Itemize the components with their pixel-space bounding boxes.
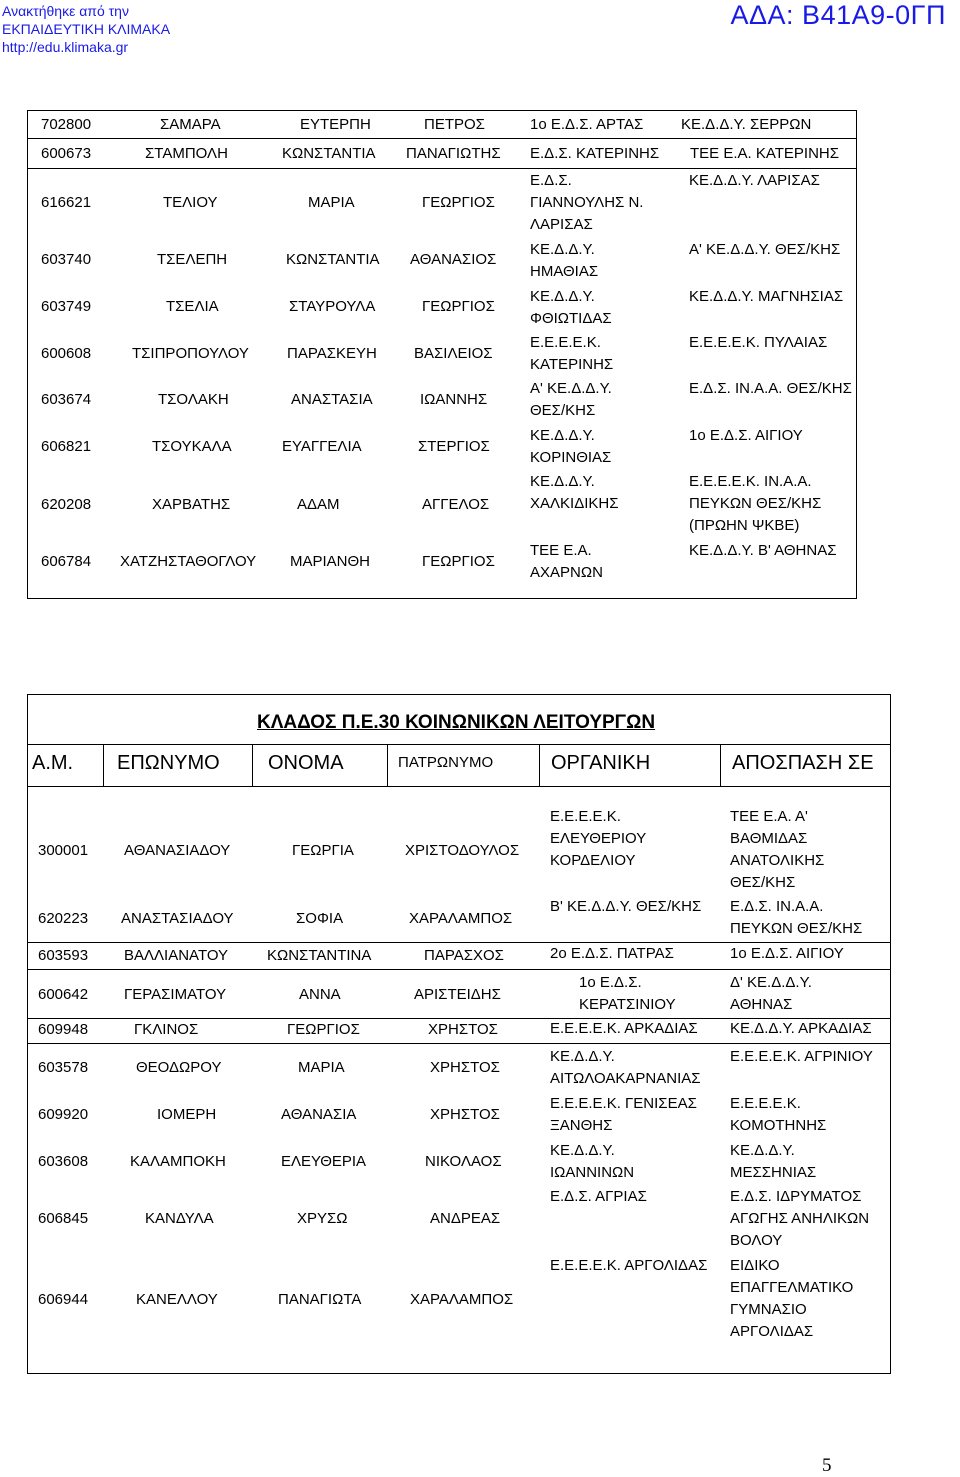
organic-cell xyxy=(550,1018,698,1040)
organic-line: Β' ΚΕ.Δ.Δ.Υ. ΘΕΣ/ΚΗΣ xyxy=(550,898,702,915)
am-cell: 606784 xyxy=(41,553,92,570)
surname-cell: ΒΑΛΛΙΑΝΑΤΟΥ xyxy=(124,947,229,964)
name-cell: ΑΘΑΝΑΣΙΑ xyxy=(281,1106,357,1123)
organic-line: Α' ΚΕ.Δ.Δ.Υ. xyxy=(530,380,612,397)
header-divider xyxy=(387,744,388,786)
name-cell: ΣΤΑΥΡΟΥΛΑ xyxy=(289,298,376,315)
name-cell: ΠΑΝΑΓΙΩΤΑ xyxy=(278,1291,362,1308)
name-cell: ΕΥΤΕΡΠΗ xyxy=(300,116,371,133)
surname-cell: ΚΑΝΕΛΛΟΥ xyxy=(136,1291,218,1308)
organic-cell xyxy=(550,943,674,965)
am-cell: 603740 xyxy=(41,251,92,268)
header-organic: ΟΡΓΑΝΙΚΗ xyxy=(551,752,651,774)
organic-line: 2ο Ε.Δ.Σ. ΠΑΤΡΑΣ xyxy=(550,945,674,962)
name-cell: ΓΕΩΡΓΙΟΣ xyxy=(287,1021,360,1038)
table1-right-border xyxy=(856,110,857,598)
organic-cell xyxy=(550,1093,697,1137)
table2-title: ΚΛΑΔΟΣ Π.Ε.30 ΚΟΙΝΩΝΙΚΩΝ ΛΕΙΤΟΥΡΓΩΝ xyxy=(257,712,656,733)
header-am: Α.Μ. xyxy=(32,752,74,774)
am-cell: 603674 xyxy=(41,391,92,408)
secondment-line: 1ο Ε.Δ.Σ. ΑΙΓΙΟΥ xyxy=(689,427,803,444)
source-line-1: Ανακτήθηκε από την xyxy=(2,3,129,19)
secondment-line: ΕΠΑΓΓΕΛΜΑΤΙΚΟ xyxy=(730,1279,854,1296)
organic-cell xyxy=(530,471,619,515)
am-cell: 609920 xyxy=(38,1106,89,1123)
father-cell: ΑΓΓΕΛΟΣ xyxy=(422,496,490,513)
organic-line: ΞΑΝΘΗΣ xyxy=(550,1117,613,1134)
name-cell: ΚΩΝΣΤΑΝΤΙΝΑ xyxy=(267,947,372,964)
father-cell: ΠΑΝΑΓΙΩΤΗΣ xyxy=(406,145,501,162)
header-father: ΠΑΤΡΩΝΥΜΟ xyxy=(398,754,494,771)
name-cell: ΚΩΝΣΤΑΝΤΙΑ xyxy=(282,145,376,162)
organic-line: Ε.Δ.Σ. ΑΓΡΙΑΣ xyxy=(550,1188,647,1205)
surname-cell: ΚΑΝΔΥΛΑ xyxy=(145,1210,214,1227)
name-cell: ΑΝΝΑ xyxy=(299,986,341,1003)
table1-row-border xyxy=(27,168,857,169)
secondment-line: Ε.Ε.Ε.Ε.Κ. ΑΓΡΙΝΙΟΥ xyxy=(730,1048,873,1065)
organic-line: 1ο Ε.Δ.Σ. xyxy=(579,974,642,991)
surname-cell: ΧΑΤΖΗΣΤΑΘΟΓΛΟΥ xyxy=(120,553,257,570)
am-cell: 702800 xyxy=(41,116,92,133)
father-cell: ΙΩΑΝΝΗΣ xyxy=(420,391,488,408)
secondment-cell xyxy=(730,1186,869,1252)
organic-line: ΚΟΡΙΝΘΙΑΣ xyxy=(530,449,612,466)
source-notice xyxy=(2,2,170,56)
secondment-line: ΑΝΑΤΟΛΙΚΗΣ xyxy=(730,852,825,869)
am-cell: 606944 xyxy=(38,1291,89,1308)
organic-line: Ε.Ε.Ε.Ε.Κ. ΑΡΚΑΔΙΑΣ xyxy=(550,1020,698,1037)
organic-line: ΚΟΡΔΕΛΙΟΥ xyxy=(550,852,636,869)
surname-cell: ΘΕΟΔΩΡΟΥ xyxy=(136,1059,222,1076)
organic-line: ΚΕ.Δ.Δ.Υ. xyxy=(550,1048,615,1065)
father-cell: ΝΙΚΟΛΑΟΣ xyxy=(425,1153,502,1170)
organic-line: ΓΙΑΝΝΟΥΛΗΣ Ν. xyxy=(530,194,644,211)
father-cell: ΑΝΔΡΕΑΣ xyxy=(430,1210,501,1227)
surname-cell: ΤΣΟΥΚΑΛΑ xyxy=(152,438,232,455)
secondment-line: ΓΥΜΝΑΣΙΟ xyxy=(730,1301,807,1318)
header-secondment: ΑΠΟΣΠΑΣΗ ΣΕ xyxy=(732,752,874,774)
organic-line: ΚΕ.Δ.Δ.Υ. xyxy=(530,427,595,444)
source-line-2: ΕΚΠΑΙΔΕΥΤΙΚΗ ΚΛΙΜΑΚΑ xyxy=(2,21,171,37)
secondment-line: ΚΕ.Δ.Δ.Υ. ΑΡΚΑΔΙΑΣ xyxy=(730,1020,872,1037)
secondment-line: ΘΕΣ/ΚΗΣ xyxy=(730,874,796,891)
surname-cell: ΓΕΡΑΣΙΜΑΤΟΥ xyxy=(124,986,227,1003)
am-cell: 300001 xyxy=(38,842,89,859)
secondment-line: ΚΕ.Δ.Δ.Υ. ΛΑΡΙΣΑΣ xyxy=(689,172,820,189)
organic-line: Ε.Ε.Ε.Ε.Κ. ΓΕΝΙΣΕΑΣ xyxy=(550,1095,697,1112)
father-cell: ΧΡΗΣΤΟΣ xyxy=(430,1059,500,1076)
father-cell: ΧΡΙΣΤΟΔΟΥΛΟΣ xyxy=(405,842,520,859)
name-cell: ΜΑΡΙΑ xyxy=(308,194,355,211)
organic-line: ΤΕΕ Ε.Α. xyxy=(530,542,592,559)
organic-line: ΘΕΣ/ΚΗΣ xyxy=(530,402,596,419)
organic-line: ΚΕ.Δ.Δ.Υ. xyxy=(530,288,595,305)
organic-cell: Ε.Δ.Σ. ΚΑΤΕΡΙΝΗΣ xyxy=(530,145,660,162)
surname-cell: ΑΝΑΣΤΑΣΙΑΔΟΥ xyxy=(121,910,234,927)
organic-line: ΗΜΑΘΙΑΣ xyxy=(530,263,599,280)
organic-line: Ε.Ε.Ε.Ε.Κ. xyxy=(530,334,601,351)
father-cell: ΓΕΩΡΓΙΟΣ xyxy=(422,298,495,315)
surname-cell: ΤΣΕΛΙΑ xyxy=(166,298,219,315)
secondment-line: ΑΓΩΓΗΣ ΑΝΗΛΙΚΩΝ xyxy=(730,1210,870,1227)
secondment-line: ΚΕ.Δ.Δ.Υ. ΜΑΓΝΗΣΙΑΣ xyxy=(689,288,844,305)
header-divider xyxy=(539,744,540,786)
organic-cell xyxy=(550,1186,647,1208)
am-cell: 620208 xyxy=(41,496,92,513)
organic-line: ΕΛΕΥΘΕΡΙΟΥ xyxy=(550,830,647,847)
secondment-cell xyxy=(730,1093,826,1137)
name-cell: ΕΛΕΥΘΕΡΙΑ xyxy=(281,1153,367,1170)
secondment-cell xyxy=(730,806,824,894)
father-cell: ΒΑΣΙΛΕΙΟΣ xyxy=(414,345,493,362)
am-cell: 600673 xyxy=(41,145,92,162)
organic-cell xyxy=(530,540,603,584)
table1-top-border xyxy=(27,110,857,111)
secondment-cell xyxy=(689,471,821,537)
secondment-line: ΕΙΔΙΚΟ xyxy=(730,1257,780,1274)
father-cell: ΧΑΡΑΛΑΜΠΟΣ xyxy=(409,910,513,927)
surname-cell: ΤΣΟΛΑΚΗ xyxy=(158,391,229,408)
ada-code: ΑΔΑ: Β41Α9-0ΓΠ xyxy=(730,0,946,30)
organic-line: ΚΕΡΑΤΣΙΝΙΟΥ xyxy=(579,996,676,1013)
surname-cell: ΣΤΑΜΠΟΛΗ xyxy=(145,145,228,162)
organic-cell xyxy=(530,332,613,376)
secondment-line: (ΠΡΩΗΝ ΨΚΒΕ) xyxy=(689,517,800,534)
header-surname: ΕΠΩΝΥΜΟ xyxy=(117,752,220,774)
header-name: ΟΝΟΜΑ xyxy=(268,752,344,774)
organic-line: ΚΑΤΕΡΙΝΗΣ xyxy=(530,356,614,373)
am-cell: 603578 xyxy=(38,1059,89,1076)
secondment-cell: ΚΕ.Δ.Δ.Υ. ΣΕΡΡΩΝ xyxy=(681,116,812,133)
name-cell: ΧΡΥΣΩ xyxy=(297,1210,348,1227)
organic-line: Ε.Δ.Σ. xyxy=(530,172,572,189)
organic-line: ΑΧΑΡΝΩΝ xyxy=(530,564,603,581)
organic-line: ΛΑΡΙΣΑΣ xyxy=(530,216,593,233)
organic-line: ΚΕ.Δ.Δ.Υ. xyxy=(550,1142,615,1159)
secondment-line: ΒΑΘΜΙΔΑΣ xyxy=(730,830,808,847)
father-cell: ΓΕΩΡΓΙΟΣ xyxy=(422,553,495,570)
secondment-line: ΑΘΗΝΑΣ xyxy=(730,996,793,1013)
table1-row-border xyxy=(27,138,857,139)
table2-row-border xyxy=(27,1043,891,1044)
secondment-cell xyxy=(730,1140,816,1184)
organic-cell xyxy=(550,896,701,918)
father-cell: ΠΕΤΡΟΣ xyxy=(424,116,485,133)
organic-cell xyxy=(550,1255,707,1277)
organic-cell xyxy=(530,286,612,330)
secondment-cell xyxy=(689,540,836,562)
am-cell: 620223 xyxy=(38,910,89,927)
secondment-cell xyxy=(730,896,862,940)
am-cell: 609948 xyxy=(38,1021,89,1038)
secondment-line: Α' ΚΕ.Δ.Δ.Υ. ΘΕΣ/ΚΗΣ xyxy=(689,241,841,258)
organic-cell xyxy=(530,425,611,469)
surname-cell: ΓΚΛΙΝΟΣ xyxy=(134,1021,199,1038)
secondment-line: ΠΕΥΚΩΝ ΘΕΣ/ΚΗΣ xyxy=(689,495,822,512)
father-cell: ΓΕΩΡΓΙΟΣ xyxy=(422,194,495,211)
father-cell: ΣΤΕΡΓΙΟΣ xyxy=(418,438,490,455)
secondment-line: ΜΕΣΣΗΝΙΑΣ xyxy=(730,1164,817,1181)
secondment-line: Ε.Ε.Ε.Ε.Κ. ΙΝ.Α.Α. xyxy=(689,473,812,490)
organic-cell xyxy=(530,378,612,422)
father-cell: ΑΘΑΝΑΣΙΟΣ xyxy=(410,251,497,268)
secondment-line: Ε.Δ.Σ. ΙΔΡΥΜΑΤΟΣ xyxy=(730,1188,862,1205)
secondment-cell xyxy=(689,378,852,400)
header-divider xyxy=(720,744,721,786)
organic-cell xyxy=(530,239,598,283)
am-cell: 606845 xyxy=(38,1210,89,1227)
organic-cell: 1ο Ε.Δ.Σ. ΑΡΤΑΣ xyxy=(530,116,644,133)
am-cell: 606821 xyxy=(41,438,92,455)
organic-cell xyxy=(530,170,643,236)
secondment-cell xyxy=(730,1255,853,1343)
secondment-cell xyxy=(689,425,803,447)
secondment-cell xyxy=(689,239,840,261)
surname-cell: ΤΕΛΙΟΥ xyxy=(163,194,218,211)
secondment-line: ΤΕΕ Ε.Α. Α' xyxy=(730,808,808,825)
organic-line: ΦΘΙΩΤΙΔΑΣ xyxy=(530,310,612,327)
organic-line: ΧΑΛΚΙΔΙΚΗΣ xyxy=(530,495,619,512)
secondment-cell xyxy=(689,286,843,308)
secondment-line: 1ο Ε.Δ.Σ. ΑΙΓΙΟΥ xyxy=(730,945,844,962)
table1-bottom-border xyxy=(27,598,857,599)
secondment-line: ΚΟΜΟΤΗΝΗΣ xyxy=(730,1117,827,1134)
father-cell: ΧΡΗΣΤΟΣ xyxy=(428,1021,498,1038)
table2-row-border xyxy=(27,969,891,970)
am-cell: 603593 xyxy=(38,947,89,964)
surname-cell: ΚΑΛΑΜΠΟΚΗ xyxy=(130,1153,226,1170)
name-cell: ΑΝΑΣΤΑΣΙΑ xyxy=(291,391,373,408)
organic-cell xyxy=(550,1140,634,1184)
organic-line: ΚΕ.Δ.Δ.Υ. xyxy=(530,241,595,258)
page-number: 5 xyxy=(822,1455,832,1476)
secondment-cell xyxy=(730,972,812,1016)
surname-cell: ΤΣΕΛΕΠΗ xyxy=(157,251,228,268)
organic-cell xyxy=(579,972,676,1016)
secondment-line: ΚΕ.Δ.Δ.Υ. xyxy=(730,1142,795,1159)
am-cell: 600642 xyxy=(38,986,89,1003)
header-divider xyxy=(103,744,104,786)
organic-line: Ε.Ε.Ε.Ε.Κ. xyxy=(550,808,621,825)
table2-header-border xyxy=(27,786,891,787)
am-cell: 603608 xyxy=(38,1153,89,1170)
am-cell: 603749 xyxy=(41,298,92,315)
secondment-line: ΒΟΛΟΥ xyxy=(730,1232,783,1249)
secondment-cell: ΤΕΕ Ε.Α. ΚΑΤΕΡΙΝΗΣ xyxy=(690,145,840,162)
name-cell: ΓΕΩΡΓΙΑ xyxy=(292,842,354,859)
secondment-cell xyxy=(730,1046,873,1068)
name-cell: ΚΩΝΣΤΑΝΤΙΑ xyxy=(286,251,380,268)
secondment-line: ΚΕ.Δ.Δ.Υ. Β' ΑΘΗΝΑΣ xyxy=(689,542,837,559)
secondment-line: ΑΡΓΟΛΙΔΑΣ xyxy=(730,1323,814,1340)
secondment-line: ΠΕΥΚΩΝ ΘΕΣ/ΚΗΣ xyxy=(730,920,863,937)
organic-cell xyxy=(550,806,646,872)
secondment-line: Ε.Ε.Ε.Ε.Κ. ΠΥΛΑΙΑΣ xyxy=(689,334,828,351)
table2-title-border xyxy=(27,744,891,745)
secondment-cell xyxy=(730,943,844,965)
secondment-line: Ε.Δ.Σ. ΙΝ.Α.Α. ΘΕΣ/ΚΗΣ xyxy=(689,380,852,397)
organic-line: ΑΙΤΩΛΟΑΚΑΡΝΑΝΙΑΣ xyxy=(550,1070,701,1087)
father-cell: ΧΑΡΑΛΑΜΠΟΣ xyxy=(410,1291,514,1308)
secondment-line: Ε.Δ.Σ. ΙΝ.Α.Α. xyxy=(730,898,824,915)
secondment-cell xyxy=(689,332,827,354)
name-cell: ΜΑΡΙΑΝΘΗ xyxy=(290,553,371,570)
father-cell: ΧΡΗΣΤΟΣ xyxy=(430,1106,500,1123)
name-cell: ΠΑΡΑΣΚΕΥΗ xyxy=(287,345,377,362)
secondment-cell xyxy=(689,170,820,192)
header-divider xyxy=(252,744,253,786)
name-cell: ΑΔΑΜ xyxy=(297,496,340,513)
am-cell: 600608 xyxy=(41,345,92,362)
surname-cell: ΙΟΜΕΡΗ xyxy=(157,1106,217,1123)
source-link[interactable]: http://edu.klimaka.gr xyxy=(2,39,129,55)
table1-left-border xyxy=(27,110,28,598)
secondment-cell xyxy=(730,1018,872,1040)
secondment-line: Ε.Ε.Ε.Ε.Κ. xyxy=(730,1095,801,1112)
organic-line: ΚΕ.Δ.Δ.Υ. xyxy=(530,473,595,490)
surname-cell: ΧΑΡΒΑΤΗΣ xyxy=(152,496,231,513)
organic-line: Ε.Ε.Ε.Ε.Κ. ΑΡΓΟΛΙΔΑΣ xyxy=(550,1257,708,1274)
secondment-line: Δ' ΚΕ.Δ.Δ.Υ. xyxy=(730,974,812,991)
organic-line: ΙΩΑΝΝΙΝΩΝ xyxy=(550,1164,635,1181)
father-cell: ΠΑΡΑΣΧΟΣ xyxy=(424,947,504,964)
father-cell: ΑΡΙΣΤΕΙΔΗΣ xyxy=(414,986,501,1003)
surname-cell: ΤΣΙΠΡΟΠΟΥΛΟΥ xyxy=(132,345,249,362)
name-cell: ΕΥΑΓΓΕΛΙΑ xyxy=(282,438,362,455)
organic-cell xyxy=(550,1046,701,1090)
surname-cell: ΣΑΜΑΡΑ xyxy=(160,116,221,133)
name-cell: ΜΑΡΙΑ xyxy=(298,1059,345,1076)
surname-cell: ΑΘΑΝΑΣΙΑΔΟΥ xyxy=(124,842,231,859)
name-cell: ΣΟΦΙΑ xyxy=(296,910,344,927)
am-cell: 616621 xyxy=(41,194,92,211)
